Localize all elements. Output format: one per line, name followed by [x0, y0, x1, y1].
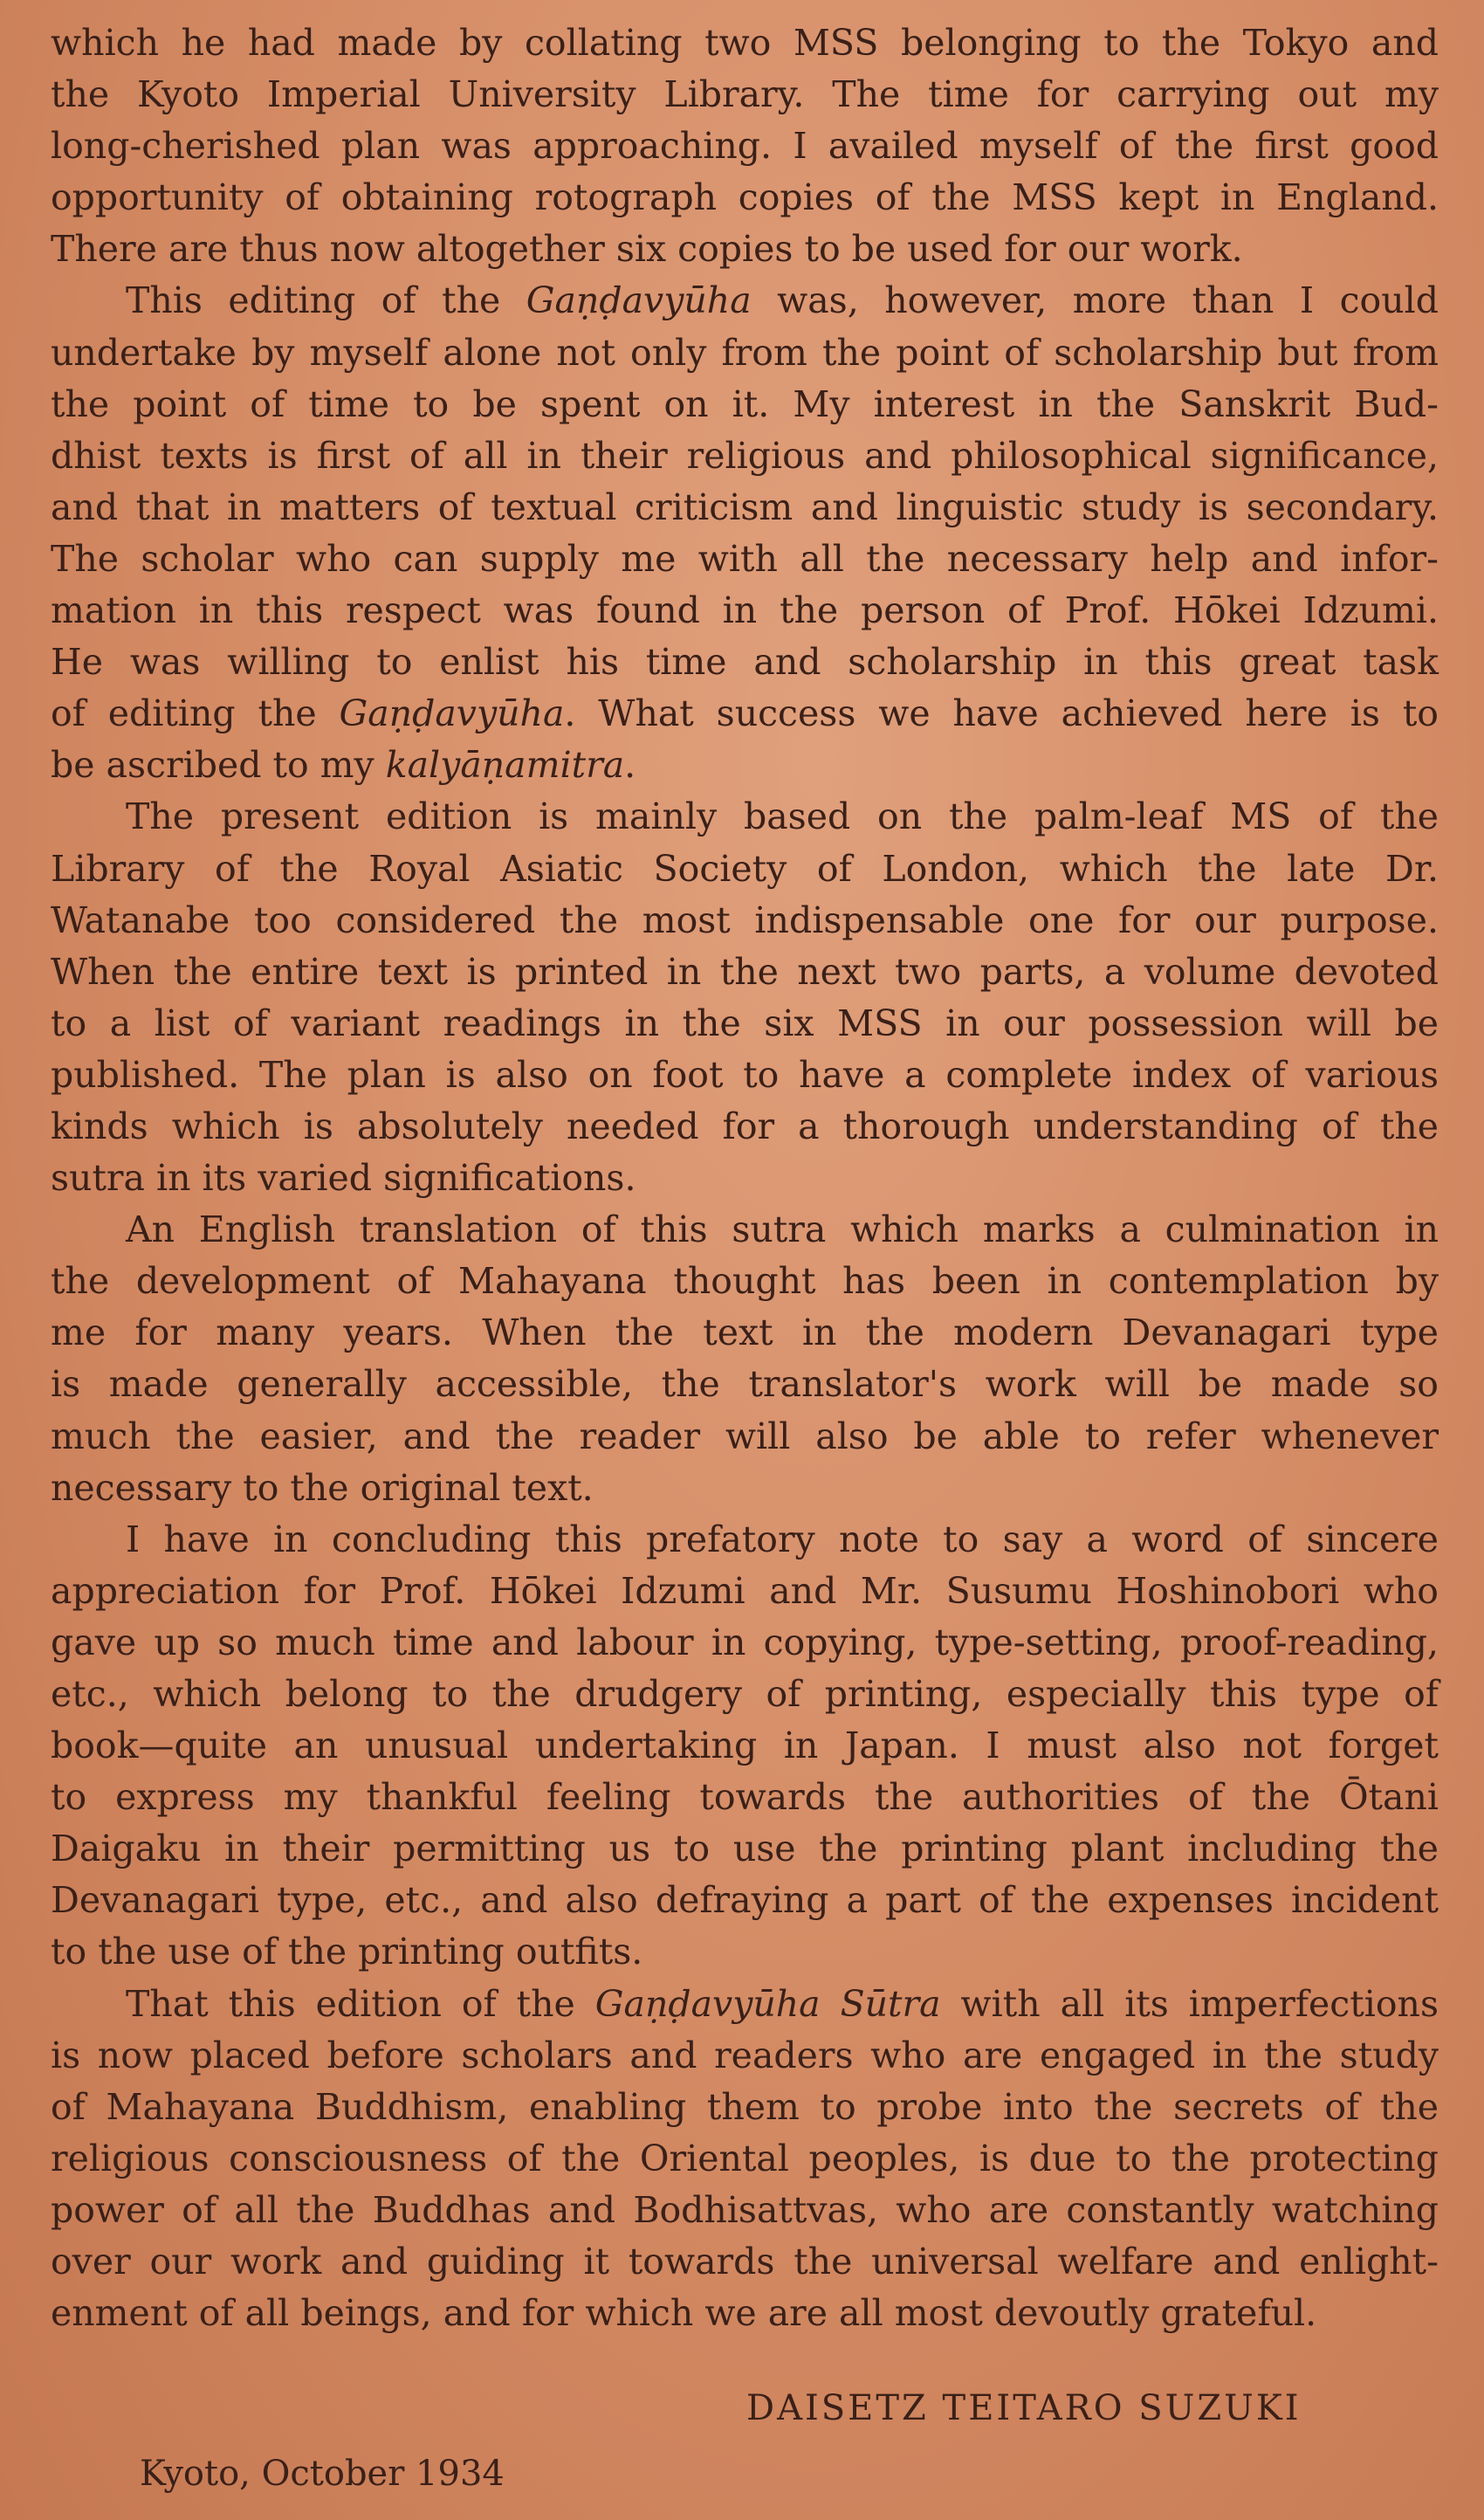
text-line: to the use of the printing outfits. [51, 1931, 643, 1973]
text-line: gave up so much time and labour in copying, type-setting, proof-reading, [51, 1621, 1439, 1663]
text-line: Devanagari type, etc., and also defraying a part of the expenses incident [51, 1879, 1439, 1922]
text-line: to a list of variant readings in the six MSS in our possession will be [51, 1002, 1439, 1044]
text-line: dhist texts is first of all in their religious and philosophical significance, [51, 434, 1439, 477]
text-line: opportunity of obtaining rotograph copies of the MSS kept in England. [51, 176, 1439, 219]
text-line: which he had made by collating two MSS belonging to the Tokyo and [51, 22, 1439, 64]
text-line: sutra in its varied significations. [51, 1157, 636, 1200]
text-line: be ascribed to my kalyāṇamitra. [51, 744, 636, 787]
text-line: The present edition is mainly based on the palm-leaf MS of the [126, 795, 1439, 838]
paragraph [51, 17, 1439, 275]
text-line: book—quite an unusual undertaking in Japan. I must also not forget [51, 1725, 1439, 1767]
paragraph [51, 1979, 1439, 2340]
text-line: over our work and guiding it towards the universal welfare and enlight- [51, 2241, 1439, 2283]
paragraph [51, 1514, 1439, 1979]
paragraph [51, 275, 1439, 791]
paragraph [51, 791, 1439, 1204]
text-line: long-cherished plan was approaching. I availed myself of the first good [51, 125, 1439, 168]
text-line: published. The plan is also on foot to have a complete index of various [51, 1053, 1439, 1096]
text-line: Watanabe too considered the most indispensable one for our purpose. [51, 899, 1439, 941]
text-line: He was willing to enlist his time and scholarship in this great task [51, 641, 1439, 684]
text-line: appreciation for Prof. Hōkei Idzumi and Mr. Susumu Hoshinobori who [51, 1569, 1439, 1612]
text-line: This editing of the Gaṇḍavyūha was, however, more than I could [126, 279, 1439, 322]
text-line: etc., which belong to the drudgery of printing, especially this type of [51, 1673, 1439, 1715]
text-line: Daigaku in their permitting us to use the printing plant including the [51, 1828, 1439, 1870]
text-line: There are thus now altogether six copies to be used for our work. [51, 228, 1243, 271]
text-line: necessary to the original text. [51, 1466, 594, 1509]
text-line: kinds which is absolutely needed for a thorough understanding of the [51, 1105, 1439, 1147]
paragraph [51, 1204, 1439, 1514]
body-text [51, 17, 1439, 2339]
author-signature: DAISETZ TEITARO SUZUKI [746, 2388, 1302, 2428]
text-line: When the entire text is printed in the next two parts, a volume devoted [51, 950, 1439, 993]
text-line: religious consciousness of the Oriental peoples, is due to the protecting [51, 2137, 1439, 2179]
place-date: Kyoto, October 1934 [140, 2454, 505, 2494]
text-line: the Kyoto Imperial University Library. The time for carrying out my [51, 73, 1439, 116]
text-line: mation in this respect was found in the person of Prof. Hōkei Idzumi. [51, 589, 1439, 632]
text-line: the development of Mahayana thought has been in contemplation by [51, 1260, 1439, 1303]
text-line: of editing the Gaṇḍavyūha. What success we have achieved here is to [51, 692, 1439, 735]
text-line: power of all the Buddhas and Bodhisattvas, who are constantly watching [51, 2188, 1439, 2231]
text-line: is made generally accessible, the translator's work will be made so [51, 1363, 1439, 1406]
text-line: enment of all beings, and for which we are all most devoutly grateful. [51, 2292, 1317, 2335]
text-line: much the easier, and the reader will also be able to refer whenever [51, 1415, 1439, 1457]
text-line: I have in concluding this prefatory note to say a word of sincere [126, 1518, 1439, 1560]
text-line: and that in matters of textual criticism and linguistic study is secondary. [51, 485, 1439, 528]
text-line: An English translation of this sutra which marks a culmination in [126, 1208, 1439, 1251]
text-line: to express my thankful feeling towards the authorities of the Ōtani [51, 1776, 1439, 1819]
text-line: That this edition of the Gaṇḍavyūha Sūtra with all its imperfections [126, 1982, 1439, 2025]
text-line: Library of the Royal Asiatic Society of London, which the late Dr. [51, 847, 1439, 890]
text-line: is now placed before scholars and readers who are engaged in the study [51, 2034, 1439, 2076]
text-line: undertake by myself alone not only from the point of scholarship but from [51, 331, 1439, 374]
text-line: the point of time to be spent on it. My interest in the Sanskrit Bud- [51, 382, 1439, 425]
text-line: of Mahayana Buddhism, enabling them to probe into the secrets of the [51, 2085, 1439, 2128]
text-line: me for many years. When the text in the modern Devanagari type [51, 1312, 1439, 1354]
text-line: The scholar who can supply me with all the necessary help and infor- [51, 537, 1439, 580]
